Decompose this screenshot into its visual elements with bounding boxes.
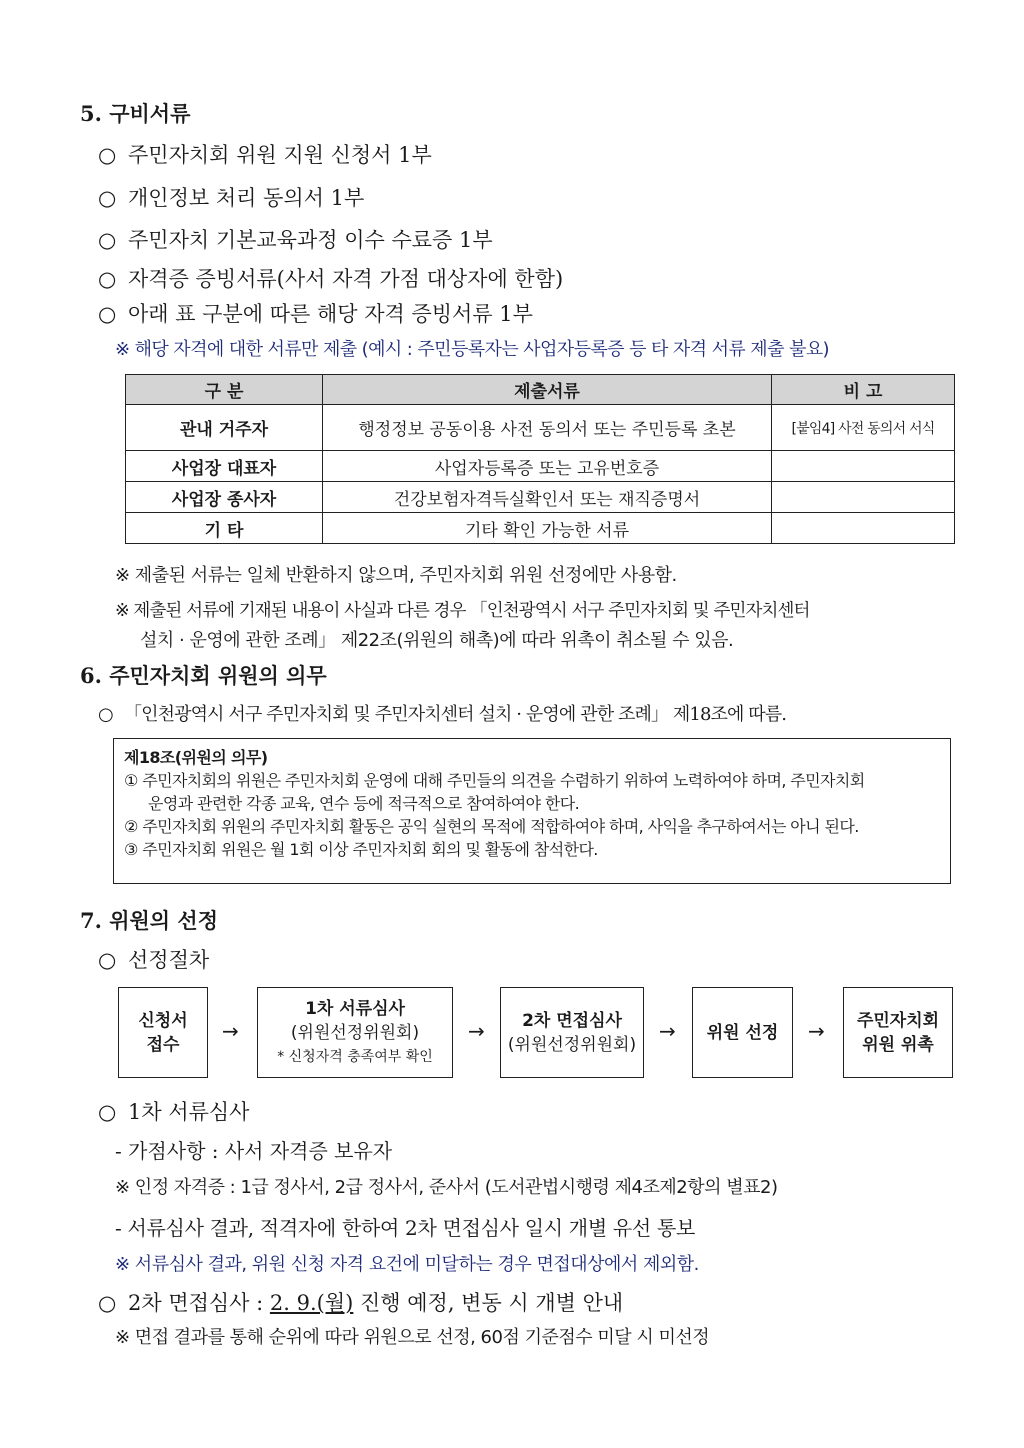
- flow-step-application: 신청서 접수: [118, 987, 208, 1078]
- flow-arrow-icon: →: [222, 1019, 239, 1043]
- table-cell: 기타 확인 가능한 서류: [323, 513, 772, 544]
- article-18-box: [113, 738, 951, 884]
- table-cell: 사업자등록증 또는 고유번호증: [323, 451, 772, 482]
- table-header: 제출서류: [323, 375, 772, 405]
- section6-title: 6. 주민자치회 위원의 의무: [80, 663, 327, 688]
- flow-step-interview: 2차 면접심사 (위원선정위원회): [500, 987, 644, 1078]
- note-interview: ※ 면접 결과를 통해 순위에 따라 위원으로 선정, 60점 기준점수 미달 시 미선정: [115, 1327, 710, 1348]
- documents-table: [125, 374, 955, 544]
- note-certificates: ※ 인정 자격증 : 1급 정사서, 2급 정사서, 준사서 (도서관법시행령 제4조제2항의 별표2): [115, 1177, 778, 1198]
- table-row: [126, 482, 955, 513]
- table-header-row: [126, 375, 955, 405]
- note-false-info: ※ 제출된 서류에 기재된 내용이 사실과 다른 경우 「인천광역시 서구 주민자치회 및 주민자치센터: [115, 601, 810, 621]
- flow-arrow-icon: →: [808, 1019, 825, 1043]
- flow-arrow-icon: →: [659, 1019, 676, 1043]
- dash-item: - 가점사항 : 사서 자격증 보유자: [115, 1139, 393, 1163]
- section7-title: 7. 위원의 선정: [80, 908, 218, 933]
- table-cell: 건강보험자격득실확인서 또는 재직증명서: [323, 482, 772, 513]
- list-item: ○ 아래 표 구분에 따른 해당 자격 증빙서류 1부: [98, 302, 533, 326]
- article-clause-cont: 운영과 관련한 각종 교육, 연수 등에 적극적으로 참여하여야 한다.: [148, 794, 580, 813]
- list-item: ○ 1차 서류심사: [98, 1100, 250, 1124]
- table-cell: 사업장 대표자: [126, 451, 323, 482]
- list-item: ○ 2차 면접심사 : 2. 9.(월) 진행 예정, 변동 시 개별 안내: [98, 1291, 624, 1315]
- table-header: 비 고: [772, 375, 955, 405]
- table-cell: 행정정보 공동이용 사전 동의서 또는 주민등록 초본: [323, 405, 772, 451]
- table-row: [126, 405, 955, 451]
- article-clause: ③ 주민자치회 위원은 월 1회 이상 주민자치회 회의 및 활동에 참석한다.: [124, 840, 598, 859]
- flow-step-appointment: 주민자치회 위원 위촉: [843, 987, 953, 1078]
- dash-item: - 서류심사 결과, 적격자에 한하여 2차 면접심사 일시 개별 유선 통보: [115, 1216, 696, 1240]
- note-top: ※ 해당 자격에 대한 서류만 제출 (예시 : 주민등록자는 사업자등록증 등 타 자격 서류 제출 불요): [115, 339, 829, 360]
- table-cell: [붙임4] 사전 동의서 서식: [772, 405, 955, 451]
- list-item: ○ 「인천광역시 서구 주민자치회 및 주민자치센터 설치 · 운영에 관한 조례」 제18조에 따름.: [98, 704, 787, 725]
- section5-title: 5. 구비서류: [80, 101, 191, 126]
- flow-arrow-icon: →: [468, 1019, 485, 1043]
- table-header: 구 분: [126, 375, 323, 405]
- flow-step-document-review: 1차 서류심사 (위원선정위원회) * 신청자격 충족여부 확인: [257, 987, 453, 1078]
- table-cell: [772, 513, 955, 544]
- note-exclusion: ※ 서류심사 결과, 위원 신청 자격 요건에 미달하는 경우 면접대상에서 제외함.: [115, 1254, 699, 1275]
- flow-step-selection: 위원 선정: [692, 987, 793, 1078]
- table-cell: [772, 482, 955, 513]
- article-clause: ① 주민자치회의 위원은 주민자치회 운영에 대해 주민들의 의견을 수렴하기 위하여 노력하여야 하며, 주민자치회: [124, 771, 865, 790]
- table-row: [126, 451, 955, 482]
- table-cell: 기 타: [126, 513, 323, 544]
- table-cell: 사업장 종사자: [126, 482, 323, 513]
- list-item: ○ 선정절차: [98, 948, 210, 972]
- list-item: ○ 주민자치회 위원 지원 신청서 1부: [98, 143, 432, 167]
- note-return: ※ 제출된 서류는 일체 반환하지 않으며, 주민자치회 위원 선정에만 사용함.: [115, 565, 677, 586]
- article-clause: ② 주민자치회 위원의 주민자치회 활동은 공익 실현의 목적에 적합하여야 하며, 사익을 추구하여서는 아니 된다.: [124, 817, 859, 836]
- list-item: ○ 주민자치 기본교육과정 이수 수료증 1부: [98, 228, 493, 252]
- table-cell: [772, 451, 955, 482]
- list-item: ○ 개인정보 처리 동의서 1부: [98, 186, 365, 210]
- table-row: [126, 513, 955, 544]
- interview-date: 2. 9.(월): [269, 1291, 354, 1315]
- table-cell: 관내 거주자: [126, 405, 323, 451]
- article-title: 제18조(위원의 의무): [124, 748, 268, 767]
- note-false-info-cont: 설치 · 운영에 관한 조례」 제22조(위원의 해촉)에 따라 위촉이 취소될 수 있음.: [140, 630, 734, 651]
- list-item: ○ 자격증 증빙서류(사서 자격 가점 대상자에 한함): [98, 267, 564, 291]
